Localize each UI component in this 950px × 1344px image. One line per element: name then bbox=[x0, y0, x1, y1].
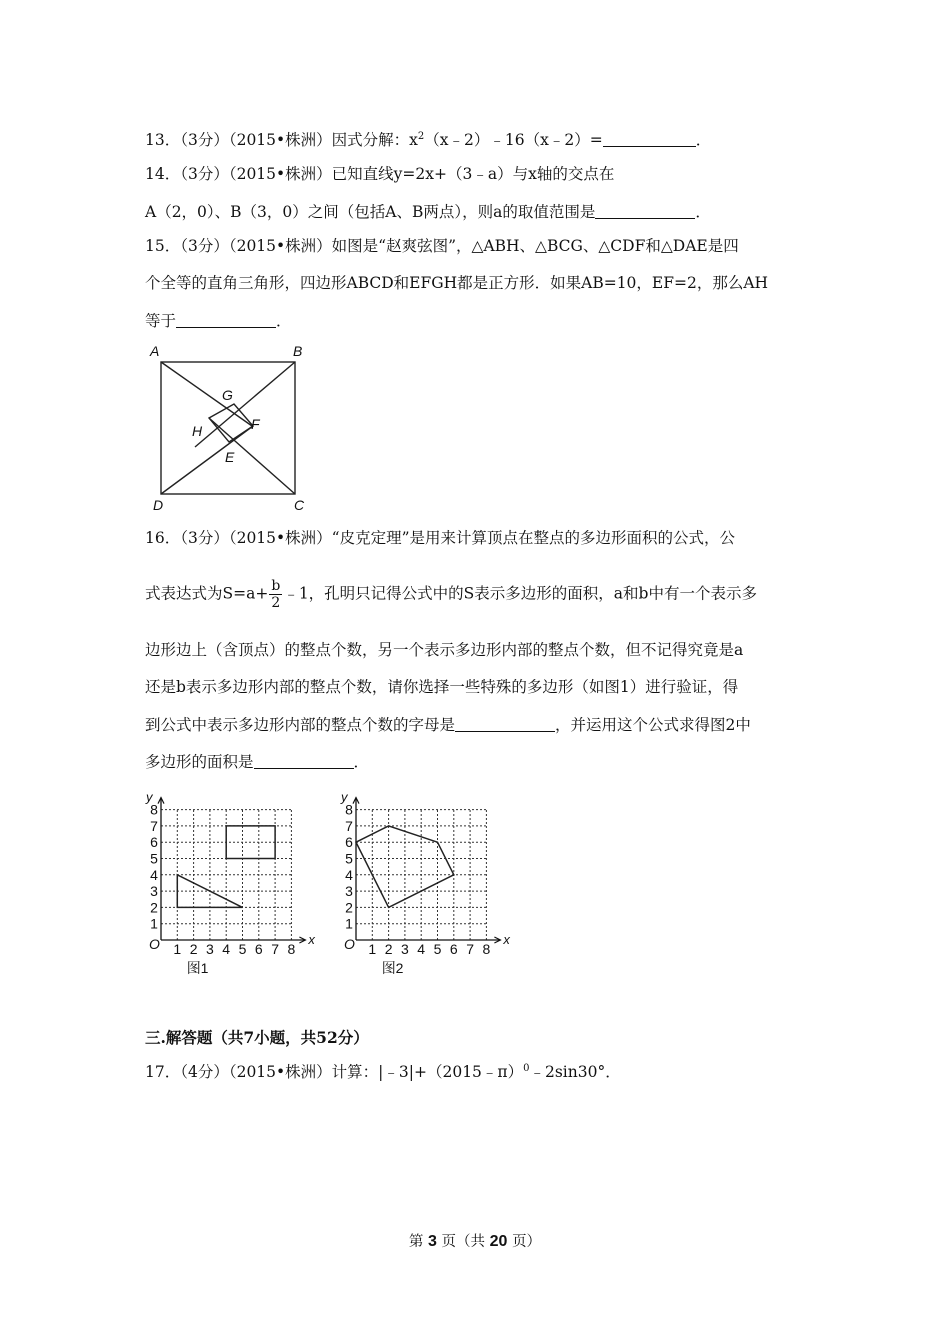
pick-figure-2 bbox=[330, 782, 515, 982]
fig1-caption: 图1 bbox=[186, 960, 209, 976]
fig2-y-tick-7: 7 bbox=[345, 817, 353, 834]
fig1-y-tick-3: 3 bbox=[150, 883, 158, 900]
footer-mid: 页（共 bbox=[441, 1234, 486, 1250]
q16-line-3: 边形边上（含顶点）的整点个数，另一个表示多边形内部的整点个数，但不记得究竟是a bbox=[145, 641, 744, 659]
q15-line-1: 15．（3分）（2015•株洲）如图是“赵爽弦图”，△ABH、△BCG、△CDF和△DAE是四 bbox=[145, 237, 739, 255]
q16-line-2-rest: ﹣1，孔明只记得公式中的S表示多边形的面积，a和b中有一个表示多 bbox=[283, 584, 757, 603]
q15-line-3-text: 等于 bbox=[145, 312, 177, 330]
fig2-y-tick-1: 1 bbox=[345, 915, 353, 932]
fig2-y-tick-6: 6 bbox=[345, 834, 353, 851]
fig1-y-tick-1: 1 bbox=[150, 915, 158, 932]
q13-text-rest: （x﹣2）﹣16（x﹣2）= bbox=[424, 131, 603, 149]
fig1-y-tick-5: 5 bbox=[150, 850, 158, 867]
fig1-y-tick-7: 7 bbox=[150, 817, 158, 834]
question-16-line-2 bbox=[145, 578, 757, 611]
zhao-shuang-figure bbox=[145, 340, 315, 515]
q13-exponent: 2 bbox=[417, 130, 425, 142]
fig2-y-tick-5: 5 bbox=[345, 850, 353, 867]
label-h: H bbox=[192, 423, 203, 439]
fig1-x-label: x bbox=[308, 932, 315, 947]
fig2-x-tick-8: 8 bbox=[482, 941, 491, 957]
fig2-x-tick-4: 4 bbox=[417, 941, 426, 957]
label-c: C bbox=[294, 497, 305, 513]
fig1-y-tick-4: 4 bbox=[150, 866, 158, 883]
q14-line-2-text: A（2，0）、B（3，0）之间（包括A、B两点），则a的取值范围是 bbox=[145, 203, 596, 221]
question-16-line-5 bbox=[145, 713, 751, 735]
fig2-x-tick-2: 2 bbox=[384, 941, 393, 957]
fig2-caption: 图2 bbox=[381, 960, 404, 976]
q16-line-2-text: 式表达式为S=a+ bbox=[145, 584, 269, 603]
question-15-line-3 bbox=[145, 309, 292, 331]
fig2-y-label: y bbox=[341, 789, 348, 805]
fraction-b-over-2 bbox=[269, 578, 282, 611]
label-e: E bbox=[225, 449, 235, 465]
q15-line-2: 个全等的直角三角形，四边形ABCD和EFGH都是正方形．如果AB=10，EF=2，那么AH bbox=[145, 274, 769, 292]
fig2-x-tick-5: 5 bbox=[433, 941, 442, 957]
q17-text-rest: ﹣2sin30°． bbox=[529, 1063, 621, 1081]
fig2-x-tick-7: 7 bbox=[466, 941, 474, 957]
q16-line-1: 16．（3分）（2015•株洲）“皮克定理”是用来计算顶点在整点的多边形面积的公式，公 bbox=[145, 529, 736, 547]
fig1-x-tick-7: 7 bbox=[271, 941, 279, 957]
fig2-x-label: x bbox=[503, 932, 510, 947]
fig1-x-tick-8: 8 bbox=[287, 941, 296, 957]
fig1-y-tick-6: 6 bbox=[150, 834, 158, 851]
fig1-x-tick-1: 1 bbox=[173, 941, 182, 957]
label-a: A bbox=[150, 343, 160, 359]
question-13 bbox=[145, 128, 711, 150]
fig1-x-tick-2: 2 bbox=[189, 941, 198, 957]
q13-answer-blank[interactable] bbox=[603, 131, 696, 148]
q14-answer-blank[interactable] bbox=[595, 203, 695, 220]
footer-total-pages: 20 bbox=[489, 1233, 508, 1250]
page-footer bbox=[0, 1230, 950, 1251]
q14-end: ． bbox=[695, 203, 711, 221]
fig2-origin-label: O bbox=[344, 936, 355, 952]
q16-end: ． bbox=[353, 753, 370, 771]
fig1-y-label: y bbox=[146, 789, 153, 805]
fig1-x-tick-6: 6 bbox=[254, 941, 263, 957]
label-g: G bbox=[222, 387, 233, 403]
q16-line-6-text: 多边形的面积是 bbox=[145, 753, 254, 771]
q17-text: 17．（4分）（2015•株洲）计算：|﹣3|+（2015﹣π） bbox=[145, 1063, 524, 1081]
q15-answer-blank[interactable] bbox=[176, 312, 276, 329]
q16-line-4: 还是b表示多边形内部的整点个数，请你选择一些特殊的多边形（如图1）进行验证，得 bbox=[145, 678, 739, 696]
q13-end: ． bbox=[695, 131, 712, 149]
fig1-y-tick-2: 2 bbox=[150, 899, 158, 916]
q15-end: ． bbox=[276, 312, 292, 330]
fig2-x-tick-3: 3 bbox=[401, 941, 409, 957]
label-f: F bbox=[251, 416, 260, 432]
line-b-h bbox=[195, 362, 295, 447]
pick-figure-1 bbox=[135, 782, 320, 982]
footer-page-number: 3 bbox=[428, 1233, 437, 1250]
fig1-origin-label: O bbox=[149, 936, 160, 952]
fig2-y-tick-8: 8 bbox=[345, 801, 353, 818]
label-b: B bbox=[293, 343, 303, 359]
question-14-line-2 bbox=[145, 200, 711, 222]
fraction-numerator: b bbox=[271, 578, 281, 594]
q16-area-answer-blank[interactable] bbox=[254, 753, 354, 770]
fig1-x-tick-5: 5 bbox=[238, 941, 247, 957]
question-17 bbox=[145, 1060, 621, 1082]
fig1-x-tick-3: 3 bbox=[206, 941, 214, 957]
section-3-title: 三.解答题（共7小题，共52分） bbox=[145, 1028, 369, 1047]
q16-line-5-text: 到公式中表示多边形内部的整点个数的字母是 bbox=[145, 716, 456, 734]
footer-pre: 第 bbox=[408, 1234, 424, 1250]
fig1-x-tick-4: 4 bbox=[222, 941, 231, 957]
fig2-y-tick-4: 4 bbox=[345, 866, 353, 883]
q13-text: 13．（3分）（2015•株洲）因式分解：x bbox=[145, 131, 418, 149]
q16-letter-answer-blank[interactable] bbox=[455, 716, 555, 733]
q17-exponent: 0 bbox=[523, 1062, 530, 1074]
footer-post: 页） bbox=[512, 1234, 542, 1250]
fig1-y-tick-8: 8 bbox=[150, 801, 158, 818]
fig2-y-tick-3: 3 bbox=[345, 883, 353, 900]
square-abcd bbox=[161, 362, 295, 494]
question-16-line-6 bbox=[145, 750, 369, 772]
fig2-x-tick-6: 6 bbox=[449, 941, 458, 957]
label-d: D bbox=[153, 497, 164, 513]
q16-line-5-rest: ，并运用这个公式求得图2中 bbox=[555, 716, 751, 734]
fig2-x-tick-1: 1 bbox=[368, 941, 377, 957]
q14-line-1: 14．（3分）（2015•株洲）已知直线y=2x+（3﹣a）与x轴的交点在 bbox=[145, 165, 615, 183]
fraction-denominator: 2 bbox=[271, 595, 281, 612]
line-a-f bbox=[161, 362, 252, 426]
fig2-y-tick-2: 2 bbox=[345, 899, 353, 916]
